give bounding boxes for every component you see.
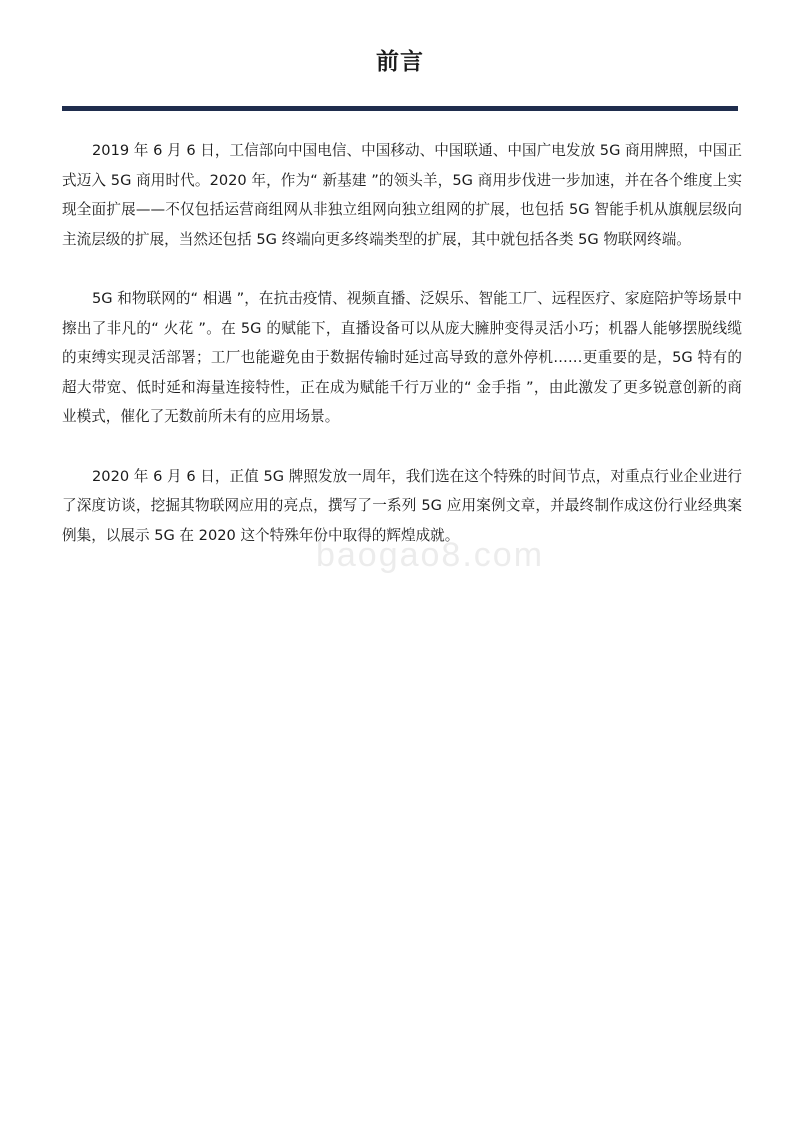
paragraph-2: 5G 和物联网的“ 相遇 ”，在抗击疫情、视频直播、泛娱乐、智能工厂、远程医疗、家庭陪护等场景中擦出了非凡的“ 火花 ”。在 5G 的赋能下，直播设备可以从庞大臃肿变得灵活小巧；机器人能够摆脱线缆的束缚实现灵活部署；工厂也能避免由于数据传输时延过高导致的意外停机……更重要的是，5G 特有的超大带宽、低时延和海量连接特性，正在成为赋能千行万业的“ 金手指 ”，由此激发了更多锐意创新的商业模式，催化了无数前所未有的应用场景。 xyxy=(62,290,742,425)
paragraph-1: 2019 年 6 月 6 日，工信部向中国电信、中国移动、中国联通、中国广电发放 5G 商用牌照，中国正式迈入 5G 商用时代。2020 年，作为“ 新基建 ”的领头羊，5G 商用步伐进一步加速，并在各个维度上实现全面扩展——不仅包括运营商组网从非独立组网向独立组网的扩展，也包括 5G 智能手机从旗舰层级向主流层级的扩展，当然还包括 5G 终端向更多终端类型的扩展，其中就包括各类 5G 物联网终端。 xyxy=(62,142,742,248)
watermark: baogao8.com xyxy=(315,536,545,574)
title-divider xyxy=(62,106,738,111)
body-text xyxy=(62,136,742,580)
page-title: 前言 xyxy=(376,49,424,75)
paragraph-3: 2020 年 6 月 6 日，正值 5G 牌照发放一周年，我们选在这个特殊的时间节点，对重点行业企业进行了深度访谈，挖掘其物联网应用的亮点，撰写了一系列 5G 应用案例文章，并最终制作成这份行业经典案例集，以展示 5G 在 2020 这个特殊年份中取得的辉煌成就。 xyxy=(62,467,742,544)
